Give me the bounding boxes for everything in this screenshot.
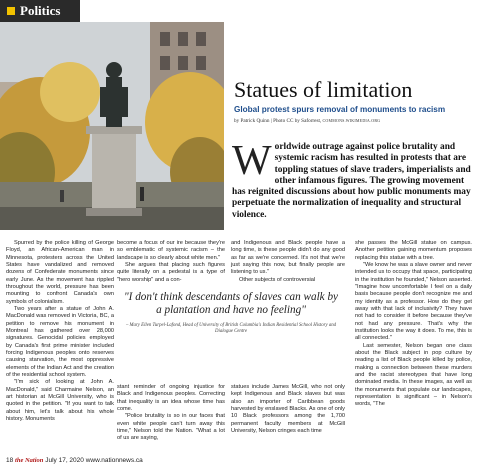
page-footer [6,457,143,464]
paragraph: She argues that placing such figures quite literally on a pedestal is a type of "hero worship" and a con- [117,261,225,283]
photo-credit: COMMONS.WIKIMEDIA.ORG [322,118,381,123]
article-byline [234,118,474,124]
paragraph: she passes the McGill statue on campus. Another petition gaining momentum proposes replacing this statue with a tree. [355,240,472,261]
body-column-3-bottom [231,384,345,435]
article-subhead: Global protest spurs removal of monuments to racism [234,105,446,114]
body-column-2-bottom [117,384,225,443]
article-deck [232,138,474,221]
paragraph: "I'm sick of looking at John A. MacDonald," said Charmaine Nelson, an art historian at McGill University, who is quoted in the petition. "If you want to talk about him, let's talk about his whole history. Monuments [6,379,114,422]
body-column-4 [355,240,472,409]
section-header [0,0,80,22]
body-column-2-top [117,240,225,284]
paragraph: Two years after a statue of John A. MacDonald was removed in Victoria, BC, a petition to remove his monument in Montreal has gathered over 28,000 signatures. Genocidal policies employed by Canada's first prime minister included forcing Indigenous peoples onto reserves causing starvation, the most oppressive elements of the Indian Act and the creation of the residential school system. [6,305,114,378]
section-label: Politics [20,3,61,18]
page-number: 18 [6,457,14,464]
drop-cap: W [232,138,272,184]
pull-quote-attribution: – Mary Ellen Turpel-Lafond, Head of University of British Columbia's Indian Residential School History and Dialogue Centre [125,323,337,335]
publication-name: the Nation [15,457,44,464]
body-column-3-top [231,240,345,284]
article-photo [0,22,224,230]
article-headline: Statues of limitation [234,77,413,102]
paragraph: Other subjects of controversial [239,276,316,283]
section-marker-icon [7,7,15,15]
paragraph: stant reminder of ongoing injustice for Black and Indigenous peoples. Correcting that inequality is an idea whose time has come. [117,384,225,412]
pull-quote: "I don't think descendants of slaves can walk by a plantation and have no feeling" [123,291,338,316]
paragraph: become a focus of our ire because they're so emblematic of systemic racism – the landscape is so clearly about white men." [117,240,225,261]
paragraph: statues include James McGill, who not only kept Indigenous and Black slaves but was also an importer of Caribbean goods harvested by enslaved Blacks. As one of only 10 Black professors among the 1,700 permanent faculty members at McGill University, Nelson cringes each time [231,384,345,434]
paragraph: and Indigenous and Black people have a long time, is these people didn't do any good as far as we're concerned. It's not that we're just saying this now, but finally people are listening to us." [231,240,345,276]
body-column-1 [6,240,114,423]
deck-text: orldwide outrage against police brutality and systemic racism has resulted in protests that are toppling statues of slave traders, imperialists and other infamous figures. The growing movement has reignited discussions about how public monuments may perpetuate the normalization of inequality and structural violence. [232,142,471,220]
paragraph: Last semester, Nelson began one class about the Black subject in pop culture by reading a list of Black people killed by police, making a connection between these murders and the racist stereotypes that have long dominated media. In these images, as well as the monuments that populate our landscapes, representation is significant – in Nelson's words, "The [355,342,472,408]
paragraph: "Police brutality is so in our faces that even white people can't turn away this time," Nelson told the Nation. "What a lot of us are saying, [117,413,225,442]
issue-date: July 17, 2020 [45,457,84,464]
paragraph: "We know he was a slave owner and never intended us to occupy that space, participating in the institution he founded," Nelson asserted. "Imagine how uncomfortable I feel on a daily basis because people don't recognize me and my identity as a professor. How do they get away with that lack of inclusivity? They have not had to consider it before because they've not had any pressure. That's why the institution looks the way it does. To me, this is all connected." [355,261,472,342]
paragraph: Spurred by the police killing of George Floyd, an African-American man in Minnesota, protesters across the United States have vandalized and removed dozens of Confederate monuments since early June. As the movement has rippled throughout the world, pressure has been mounting to confront Canada's own symbols of colonialism. [6,240,114,305]
byline-text: by Patrick Quinn | Photo CC by Saforrest, [234,118,322,124]
website: www.nationnews.ca [85,457,143,464]
